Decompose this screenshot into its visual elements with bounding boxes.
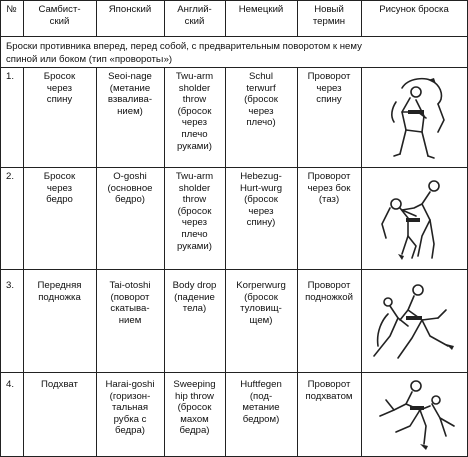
row-4-german: Huftfegen (под- метание бедром) (240, 379, 282, 425)
row-3-sambo: Передняя подножка (37, 280, 82, 303)
header-divider (0, 36, 468, 37)
header-picture: Рисунок броска (379, 4, 449, 15)
row-4-new-term: Проворот подхватом (305, 379, 353, 402)
front-trip-figure (368, 276, 460, 368)
row-1-japanese: Seoi-nage (метание взвалива- нием) (107, 71, 153, 117)
row-4-number: 4. (6, 379, 15, 390)
row-3-english: Body drop (падение тела) (172, 280, 217, 315)
hip-throw-figure (372, 174, 454, 264)
header-number: № (6, 4, 17, 15)
table-border-top (0, 0, 468, 1)
throw-over-back-figure (372, 72, 454, 164)
row-2-japanese: O-goshi (основное бедро) (107, 171, 153, 206)
row-divider-1 (0, 167, 468, 168)
header-japanese: Японский (108, 4, 152, 15)
row-3-new-term: Проворот подножкой (305, 280, 353, 303)
header-new-term: Новый термин (312, 4, 346, 27)
row-2-number: 2. (6, 171, 15, 182)
col-divider-1-body (23, 67, 24, 457)
col-divider-6-body (361, 67, 362, 457)
row-1-german: Schul terwurf (бросок через плечо) (244, 71, 278, 129)
row-4-japanese: Harai-goshi (горизон- тальная рубка с бедра) (105, 379, 155, 437)
row-1-sambo: Бросок через спину (43, 71, 76, 106)
header-german: Немецкий (238, 4, 284, 15)
row-2-sambo: Бросок через бедро (43, 171, 76, 206)
header-english: Англий- ский (177, 4, 212, 27)
section-divider (0, 67, 468, 68)
row-2-english: Twu-arm sholder throw (бросок через плечо руками) (175, 171, 214, 252)
sweeping-hip-figure (370, 374, 460, 454)
row-1-number: 1. (6, 71, 15, 82)
row-3-japanese: Tai-otoshi (поворот скатыва- нием (109, 280, 151, 326)
row-4-english: Sweeping hip throw (бросок махом бедра) (173, 379, 216, 437)
row-1-new-term: Проворот через спину (307, 71, 351, 106)
row-1-english: Twu-arm sholder throw (бросок через плечо руками) (175, 71, 214, 152)
row-3-number: 3. (6, 280, 15, 291)
table-border-left (0, 0, 1, 457)
row-2-german: Hebezug- Hurt-wurg (бросок через спину) (239, 171, 283, 229)
section-note: Броски противника вперед, перед собой, с предварительным поворотом к нему спиной или боком (тип «проворотьı») (6, 41, 362, 65)
row-2-new-term: Проворот через бок (таз) (307, 171, 351, 206)
row-3-german: Korperwurg (бросок туловищ- щем) (236, 280, 286, 326)
header-sambo: Самбист- ский (38, 4, 81, 27)
row-divider-3 (0, 372, 468, 373)
row-4-sambo: Подхват (41, 379, 78, 390)
row-divider-2 (0, 269, 468, 270)
